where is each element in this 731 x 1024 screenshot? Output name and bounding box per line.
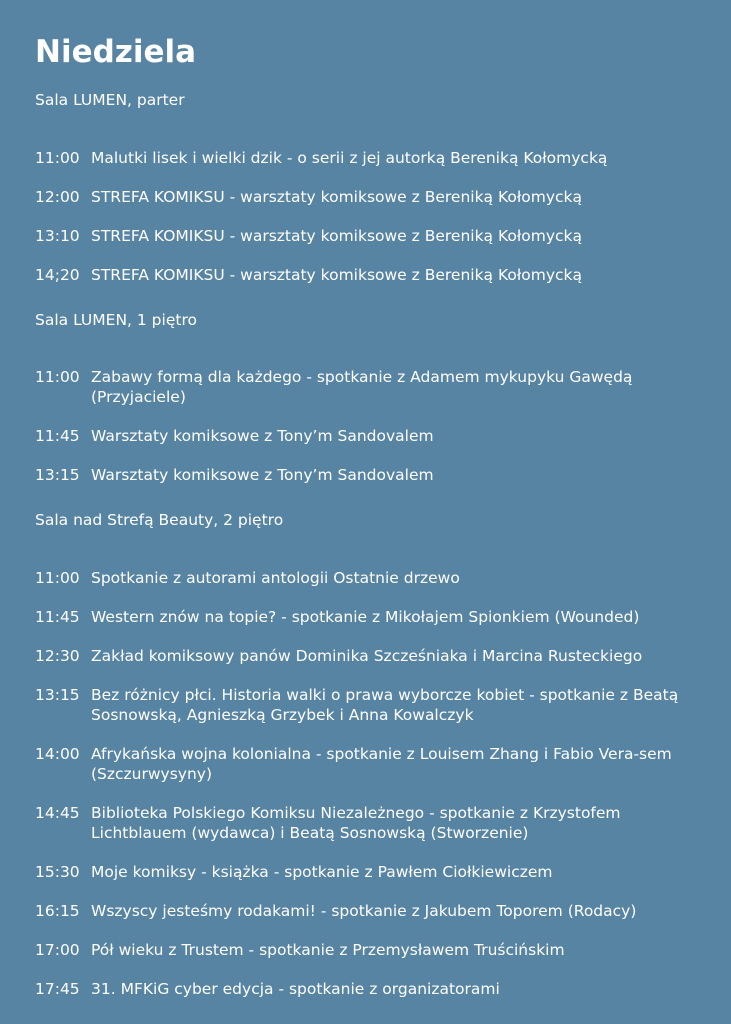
- section-sala-lumen-1-pietro: [35, 309, 695, 485]
- event-row: [35, 226, 695, 246]
- event-time: 11:00: [35, 368, 80, 386]
- event-list: [35, 568, 695, 999]
- event-description: STREFA KOMIKSU - warsztaty komiksowe z Bereniką Kołomycką: [91, 227, 583, 245]
- event-time: 12:00: [35, 188, 80, 206]
- event-row: [35, 148, 695, 168]
- section-sala-nad-strefa-beauty: [35, 509, 695, 999]
- room-heading: Sala LUMEN, parter: [35, 91, 185, 109]
- room-heading: Sala nad Strefą Beauty, 2 piętro: [35, 511, 284, 529]
- event-description: STREFA KOMIKSU - warsztaty komiksowe z Bereniką Kołomycką: [91, 266, 583, 284]
- event-description: Moje komiksy - książka - spotkanie z Pawłem Ciołkiewiczem: [91, 863, 553, 881]
- event-description: Western znów na topie? - spotkanie z Mikołajem Spionkiem (Wounded): [91, 608, 640, 626]
- event-description: Warsztaty komiksowe z Tony’m Sandovalem: [91, 427, 434, 445]
- event-time: 14:45: [35, 804, 80, 822]
- event-description: Spotkanie z autorami antologii Ostatnie drzewo: [91, 569, 460, 587]
- event-description: STREFA KOMIKSU - warsztaty komiksowe z Bereniką Kołomycką: [91, 188, 583, 206]
- section-sala-lumen-parter: [35, 89, 695, 285]
- event-list: [35, 148, 695, 285]
- event-description: Biblioteka Polskiego Komiksu Niezależnego - spotkanie z Krzystofem Lichtblauem (wydawca) i Beatą Sosnowską (Stworzenie): [91, 804, 621, 842]
- event-description: Zabawy formą dla każdego - spotkanie z Adamem mykupyku Gawędą (Przyjaciele): [91, 368, 633, 406]
- event-time: 11:00: [35, 569, 80, 587]
- event-time: 13:15: [35, 686, 80, 704]
- event-time: 14;20: [35, 266, 80, 284]
- event-description: Bez różnicy płci. Historia walki o prawa wyborcze kobiet - spotkanie z Beatą Sosnowską, Agnieszką Grzybek i Anna Kowalczyk: [91, 686, 679, 724]
- event-row: [35, 367, 695, 407]
- event-row: [35, 187, 695, 207]
- event-time: 17:45: [35, 980, 80, 998]
- event-time: 11:45: [35, 427, 80, 445]
- event-time: 11:45: [35, 608, 80, 626]
- event-row: [35, 744, 695, 784]
- event-row: [35, 803, 695, 843]
- event-row: [35, 568, 695, 588]
- event-description: Pół wieku z Trustem - spotkanie z Przemysławem Truścińskim: [91, 941, 565, 959]
- event-time: 13:15: [35, 466, 80, 484]
- event-list: [35, 367, 695, 485]
- schedule-page: [35, 30, 695, 999]
- event-time: 17:00: [35, 941, 80, 959]
- event-row: [35, 940, 695, 960]
- event-row: [35, 426, 695, 446]
- event-description: Malutki lisek i wielki dzik - o serii z jej autorką Bereniką Kołomycką: [91, 149, 608, 167]
- page-title: Niedziela: [35, 34, 197, 70]
- event-row: [35, 607, 695, 627]
- event-time: 14:00: [35, 745, 80, 763]
- event-row: [35, 685, 695, 725]
- event-row: [35, 979, 695, 999]
- event-time: 11:00: [35, 149, 80, 167]
- event-row: [35, 646, 695, 666]
- event-description: Wszyscy jesteśmy rodakami! - spotkanie z Jakubem Toporem (Rodacy): [91, 902, 637, 920]
- event-time: 16:15: [35, 902, 80, 920]
- event-row: [35, 265, 695, 285]
- event-row: [35, 901, 695, 921]
- event-row: [35, 862, 695, 882]
- event-description: 31. MFKiG cyber edycja - spotkanie z organizatorami: [91, 980, 500, 998]
- event-description: Afrykańska wojna kolonialna - spotkanie z Louisem Zhang i Fabio Vera-sem (Szczurwysyny): [91, 745, 672, 783]
- event-time: 15:30: [35, 863, 80, 881]
- event-description: Warsztaty komiksowe z Tony’m Sandovalem: [91, 466, 434, 484]
- event-time: 13:10: [35, 227, 80, 245]
- event-description: Zakład komiksowy panów Dominika Szcześniaka i Marcina Rusteckiego: [91, 647, 643, 665]
- room-heading: Sala LUMEN, 1 piętro: [35, 311, 197, 329]
- event-row: [35, 465, 695, 485]
- event-time: 12:30: [35, 647, 80, 665]
